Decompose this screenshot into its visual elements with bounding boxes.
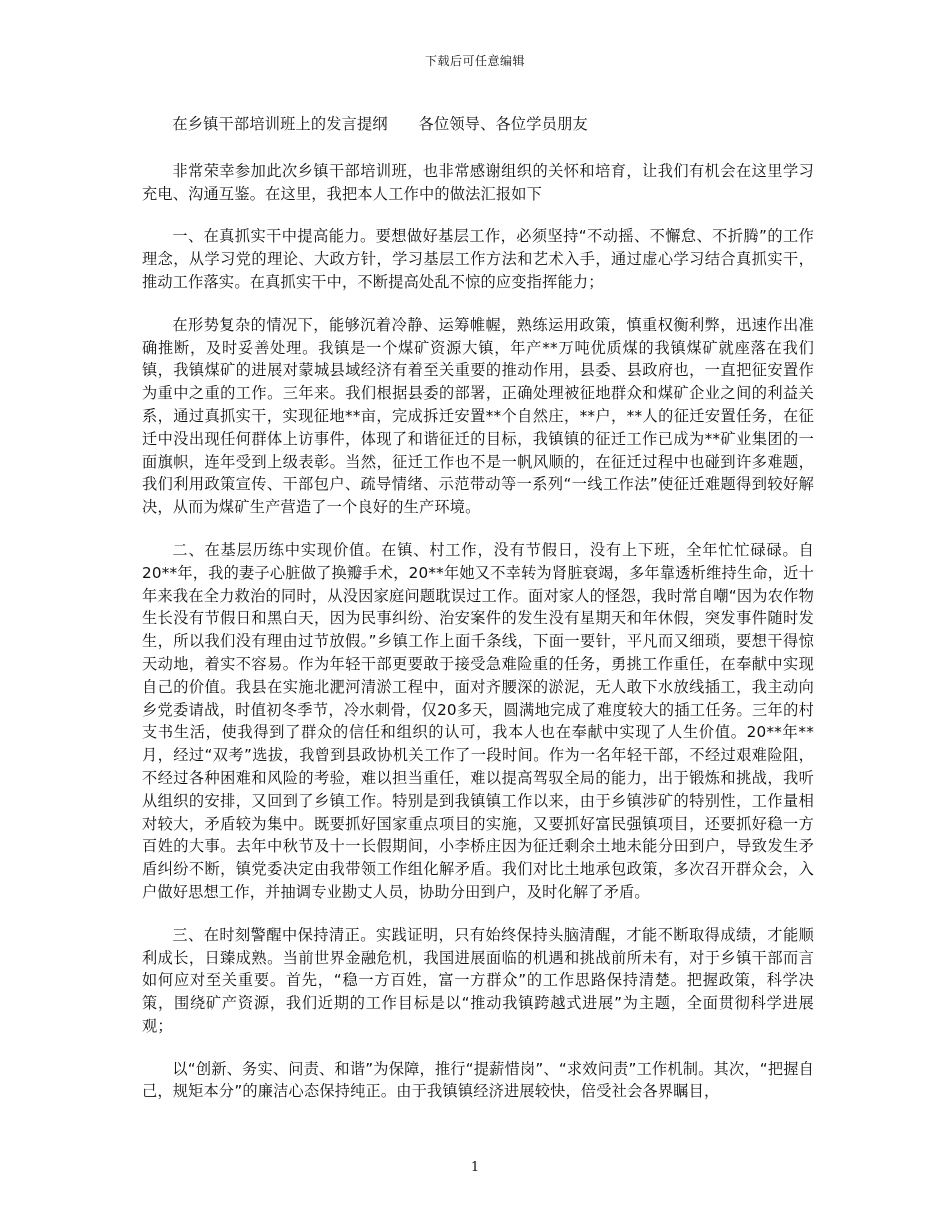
paragraph-section-one: 一、在真抓实干中提高能力。要想做好基层工作，必须坚持“不动摇、不懈怠、不折腾”的工作理念，从学习党的理论、大政方针，学习基层工作方法和艺术入手，通过虚心学习结合真抓实干，推动工作落实。在真抓实干中，不断提高处乱不惊的应变指挥能力； xyxy=(142,227,814,291)
paragraph-section-three: 三、在时刻警醒中保持清正。实践证明，只有始终保持头脑清醒，才能不断取得成绩，才能顺利成长，日臻成熟。当前世界金融危机，我国进展面临的机遇和挑战前所未有，对于乡镇干部而言如何应对至关重要。首先，“稳一方百姓，富一方群众”的工作思路保持清楚。把握政策，科学决策，围绕矿产资源，我们近期的工作目标是以“推动我镇跨越式进展”为主题，全面贯彻科学进展观； xyxy=(142,925,814,1035)
document-title-line: 在乡镇干部培训班上的发言提纲 各位领导、各位学员朋友 xyxy=(172,115,588,133)
page-number: 1 xyxy=(470,1160,480,1175)
paragraph-section-one-detail: 在形势复杂的情况下，能够沉着冷静、运筹帷幄，熟练运用政策，慎重权衡利弊，迅速作出准确推断，及时妥善处理。我镇是一个煤矿资源大镇，年产**万吨优质煤的我镇煤矿就座落在我们镇，我镇煤矿的进展对蒙城县域经济有着至关重要的推动作用，县委、县政府也，一直把征安置作为重中之重的工作。三年来。我们根据县委的部署，正确处理被征地群众和煤矿企业之间的利益关系，通过真抓实干，实现征地**亩，完成拆迁安置**个自然庄，**户，**人的征迁安置任务，在征迁中没出现任何群体上访事件，体现了和谐征迁的目标，我镇镇的征迁工作已成为**矿业集团的一面旗帜，连年受到上级表彰。当然，征迁工作也不是一帆风顺的，在征迁过程中也碰到许多难题，我们利用政策宣传、干部包户、疏导情绪、示范带动等一系列“一线工作法”使征迁难题得到较好解决，从而为煤矿生产营造了一个良好的生产环境。 xyxy=(142,315,814,517)
paragraph-section-three-continued: 以“创新、务实、问责、和谐”为保障，推行“提薪惜岗”、“求效问责”工作机制。其次，“把握自己，规矩本分”的廉洁心态保持纯正。由于我镇镇经济进展较快，倍受社会各界瞩目， xyxy=(142,1059,814,1101)
paragraph-section-two: 二、在基层历练中实现价值。在镇、村工作，没有节假日，没有上下班，全年忙忙碌碌。自20**年，我的妻子心脏做了换瓣手术，20**年她又不幸转为肾脏衰竭，多年靠透析维持生命，近十年来我在全力救治的同时，从没因家庭问题耽误过工作。面对家人的怪怨，我时常自嘲“因为农作物生长没有节假日和黑白天，因为民事纠纷、治安案件的发生没有星期天和年休假，突发事件随时发生，所以我们没有理由过节放假。”乡镇工作上面千条线，下面一要针，平凡而又细琐，要想干得惊天动地，着实不容易。作为年轻干部更要敢于接受急难险重的任务，勇挑工作重任，在奉献中实现自己的价值。我县在实施北淝河清淤工程中，面对齐腰深的淤泥，无人敢下水放线插工，我主动向乡党委请战，时值初冬季节，冷水刺骨，仅20多天，圆满地完成了难度较大的插工任务。三年的村支书生活，使我得到了群众的信任和组织的认可，我本人也在奉献中实现了人生价值。20**年**月，经过“双考”选拔，我曾到县政协机关工作了一段时间。作为一名年轻干部，不经过艰难险阻，不经过各种困难和风险的考验，难以担当重任，难以提高驾驭全局的能力，出于锻炼和挑战，我听从组织的安排，又回到了乡镇工作。特别是到我镇镇工作以来，由于乡镇涉矿的特别性，工作量相对较大，矛盾较为集中。既要抓好国家重点项目的实施，又要抓好富民强镇项目，还要抓好稳一方百姓的大事。去年中秋节及十一长假期间，小李桥庄因为征迁剩余土地未能分田到户，导致发生矛盾纠纷不断，镇党委决定由我带领工作组化解矛盾。我们对比土地承包政策，多次召开群众会，入户做好思想工作，并抽调专业勘丈人员，协助分田到户，及时化解了矛盾。 xyxy=(142,540,814,901)
document-body xyxy=(142,113,814,1123)
paragraph-intro: 非常荣幸参加此次乡镇干部培训班，也非常感谢组织的关怀和培育，让我们有机会在这里学习充电、沟通互鉴。在这里，我把本人工作中的做法汇报如下 xyxy=(142,161,814,203)
page-header-note: 下载后可任意编辑 xyxy=(424,54,525,68)
